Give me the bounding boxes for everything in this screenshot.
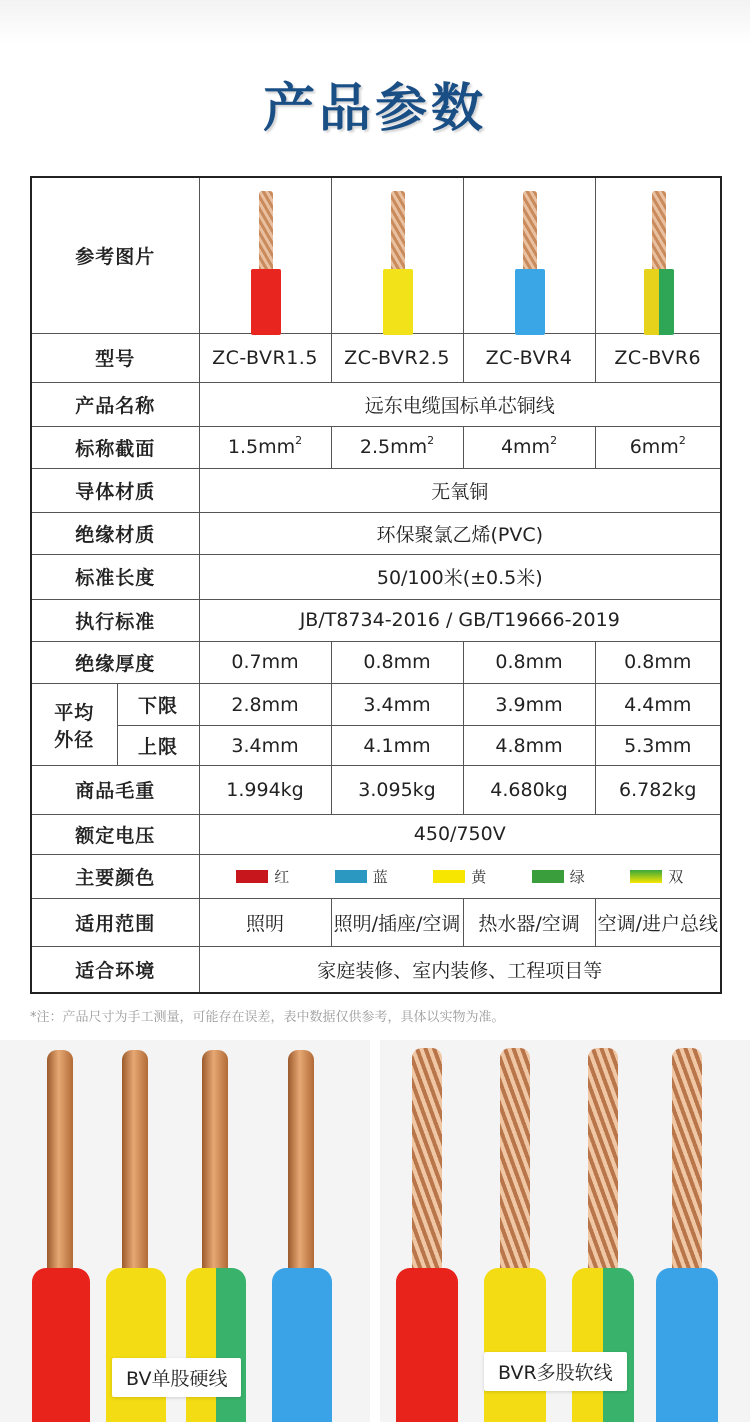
voltage-value: 450/750V [199, 814, 721, 854]
usage-label: 适用范围 [31, 898, 199, 946]
color-row [31, 854, 721, 898]
lower-cell: 3.9mm [463, 683, 595, 725]
standard-row [31, 599, 721, 641]
standard-label: 执行标准 [31, 599, 199, 641]
thickness-label: 绝缘厚度 [31, 641, 199, 683]
color-swatch-dual: 双 [630, 866, 683, 887]
color-swatch-red: 红 [236, 866, 289, 887]
env-label: 适合环境 [31, 947, 199, 993]
model-cell: ZC-BVR6 [595, 334, 721, 382]
env-row [31, 947, 721, 993]
bv-solid-wire-photo [0, 1040, 370, 1422]
wire-image-2 [331, 177, 463, 334]
lower-cell: 3.4mm [331, 683, 463, 725]
bvr-stranded-wire-photo [380, 1040, 750, 1422]
conductor-label: 导体材质 [31, 468, 199, 512]
insulation-value: 环保聚氯乙烯(PVC) [199, 513, 721, 555]
usage-cell: 热水器/空调 [463, 898, 595, 946]
model-cell: ZC-BVR2.5 [331, 334, 463, 382]
voltage-row [31, 814, 721, 854]
page-title: 产品参数 [262, 79, 487, 139]
name-label: 产品名称 [31, 382, 199, 426]
wire-image-4 [595, 177, 721, 334]
spec-table [30, 176, 722, 994]
usage-cell: 照明 [199, 898, 331, 946]
upper-cell: 4.8mm [463, 726, 595, 766]
thickness-cell: 0.7mm [199, 641, 331, 683]
usage-row [31, 898, 721, 946]
color-swatches [199, 854, 721, 898]
wire-image-3 [463, 177, 595, 334]
conductor-value: 无氧铜 [199, 468, 721, 512]
name-value: 远东电缆国标单芯铜线 [199, 382, 721, 426]
upper-label: 上限 [117, 726, 199, 766]
section-label: 标称截面 [31, 426, 199, 468]
model-label: 型号 [31, 334, 199, 382]
thickness-row [31, 641, 721, 683]
lower-row [31, 683, 721, 725]
upper-row [31, 726, 721, 766]
weight-cell: 6.782kg [595, 766, 721, 814]
section-cell: $2.5mm^2$ [331, 426, 463, 468]
standard-value: JB/T8734-2016 / GB/T19666-2019 [199, 599, 721, 641]
section-cell: $6mm^2$ [595, 426, 721, 468]
env-value: 家庭装修、室内装修、工程项目等 [199, 947, 721, 993]
upper-cell: 5.3mm [595, 726, 721, 766]
length-label: 标准长度 [31, 555, 199, 599]
insulation-label: 绝缘材质 [31, 513, 199, 555]
upper-cell: 3.4mm [199, 726, 331, 766]
voltage-label: 额定电压 [31, 814, 199, 854]
weight-row [31, 766, 721, 814]
od-label: 平均 外径 [31, 683, 117, 765]
length-row [31, 555, 721, 599]
thickness-cell: 0.8mm [331, 641, 463, 683]
thickness-cell: 0.8mm [463, 641, 595, 683]
model-row [31, 334, 721, 382]
lower-label: 下限 [117, 683, 199, 725]
weight-cell: 4.680kg [463, 766, 595, 814]
model-cell: ZC-BVR1.5 [199, 334, 331, 382]
wire-image-1 [199, 177, 331, 334]
usage-cell: 空调/进户总线 [595, 898, 721, 946]
length-value: 50/100米(±0.5米) [199, 555, 721, 599]
color-label: 主要颜色 [31, 854, 199, 898]
lower-cell: 2.8mm [199, 683, 331, 725]
insulation-row [31, 513, 721, 555]
name-row [31, 382, 721, 426]
lower-cell: 4.4mm [595, 683, 721, 725]
usage-cell: 照明/插座/空调 [331, 898, 463, 946]
section-cell: $1.5mm^2$ [199, 426, 331, 468]
color-swatch-green: 绿 [532, 866, 585, 887]
color-swatch-blue: 蓝 [335, 866, 388, 887]
weight-cell: 3.095kg [331, 766, 463, 814]
upper-cell: 4.1mm [331, 726, 463, 766]
ref-image-row [31, 177, 721, 334]
weight-cell: 1.994kg [199, 766, 331, 814]
color-swatch-yellow: 黄 [433, 866, 486, 887]
thickness-cell: 0.8mm [595, 641, 721, 683]
ref-label: 参考图片 [31, 177, 199, 334]
section-row [31, 426, 721, 468]
weight-label: 商品毛重 [31, 766, 199, 814]
conductor-row [31, 468, 721, 512]
bvr-photo-label: BVR多股软线 [484, 1352, 627, 1391]
top-shadow-bar [0, 0, 750, 44]
disclaimer-note: *注：产品尺寸为手工测量，可能存在误差，表中数据仅供参考，具体以实物为准。 [30, 1010, 505, 1025]
section-cell: $4mm^2$ [463, 426, 595, 468]
bv-photo-label: BV单股硬线 [112, 1358, 241, 1397]
model-cell: ZC-BVR4 [463, 334, 595, 382]
